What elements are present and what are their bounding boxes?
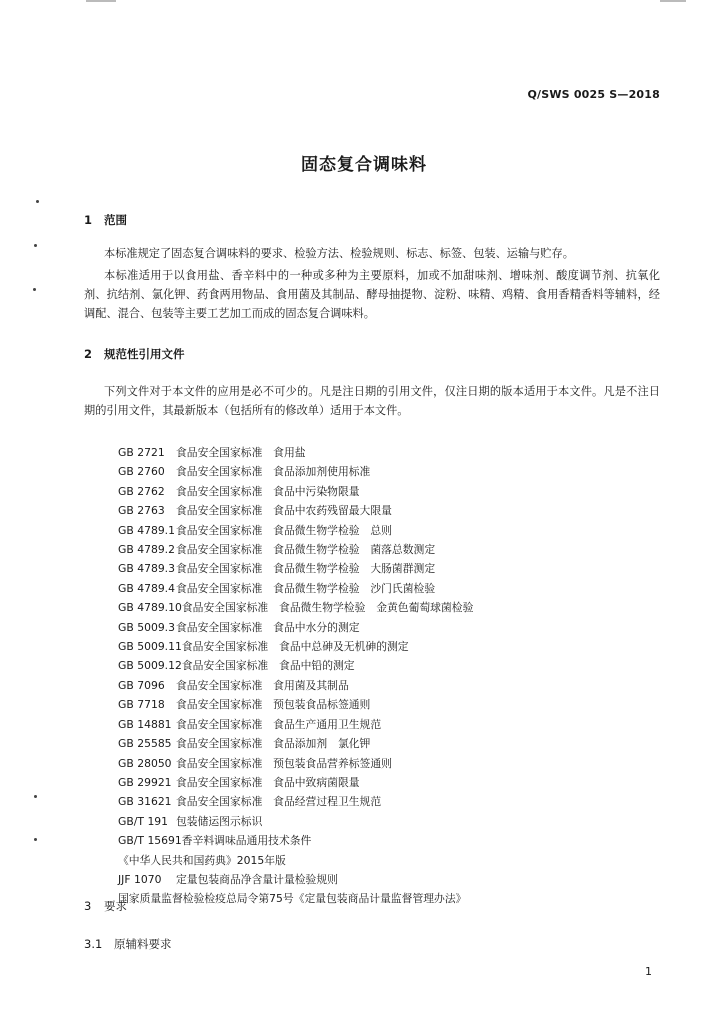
reference-code: GB 5009.11 [118,640,182,654]
reference-code: GB 4789.1 [118,523,175,537]
reference-code: GB 2763 [118,504,165,518]
reference-item [118,792,473,811]
reference-item [118,540,473,559]
section-title: 范围 [104,213,127,227]
reference-code: GB 5009.3 [118,620,175,634]
reference-code: GB 4789.10 [118,601,182,615]
reference-title: 食品安全国家标准 食品经营过程卫生规范 [176,795,382,809]
section-heading-normative [84,346,185,362]
reference-item [118,754,473,773]
reference-title: 食品安全国家标准 食用菌及其制品 [176,678,349,692]
reference-item [118,637,473,656]
section-title: 原辅料要求 [114,937,172,951]
reference-item [118,656,473,675]
reference-title: 食品安全国家标准 预包装食品标签通则 [176,698,371,712]
reference-title: 香辛料调味品通用技术条件 [181,834,312,848]
scan-speck [34,244,37,247]
reference-item [118,870,473,889]
scan-speck [34,795,37,798]
reference-item [118,831,473,850]
section-heading-raw-materials [84,936,172,952]
reference-title: 食品安全国家标准 食品添加剂 氯化钾 [176,737,371,751]
reference-item [118,676,473,695]
scan-edge-line [660,0,686,2]
reference-title: 食品安全国家标准 食品微生物学检验 总则 [176,523,392,537]
scope-paragraph-1: 本标准规定了固态复合调味料的要求、检验方法、检验规则、标志、标签、包装、运输与贮存。 [104,247,574,260]
reference-title: 食品安全国家标准 食品中致病菌限量 [176,775,360,789]
reference-code: GB/T 15691 [118,834,182,848]
reference-item [118,462,473,481]
section-number: 2 [84,347,93,361]
reference-code: GB 28050 [118,756,172,770]
reference-title: 《中华人民共和国药典》2015年版 [118,853,286,867]
reference-code: GB 14881 [118,717,172,731]
section-number: 3 [84,899,92,913]
scan-speck [33,288,36,291]
reference-code: GB/T 191 [118,814,169,828]
reference-title: 食品安全国家标准 食品微生物学检验 菌落总数测定 [176,543,436,557]
normative-intro: 下列文件对于本文件的应用是必不可少的。凡是注日期的引用文件，仅注日期的版本适用于本文件。凡是不注日期的引用文件，其最新版本（包括所有的修改单）适用于本文件。 [84,385,660,417]
reference-title: 国家质量监督检验检疫总局令第75号《定量包装商品计量监督管理办法》 [118,892,467,906]
reference-title: 食品安全国家标准 食品添加剂使用标准 [176,465,371,479]
reference-item [118,559,473,578]
standard-number: Q/SWS 0025 S—2018 [527,88,660,101]
reference-item [118,618,473,637]
reference-code: GB 4789.2 [118,543,175,557]
reference-item [118,695,473,714]
reference-code: GB 4789.3 [118,562,175,576]
reference-title: 食品安全国家标准 食用盐 [176,446,306,459]
reference-item [118,443,473,462]
reference-title: 食品安全国家标准 食品中水分的测定 [176,620,360,634]
reference-item [118,482,473,501]
scan-speck [34,838,37,841]
reference-item [118,851,473,870]
reference-title: 食品安全国家标准 食品中污染物限量 [176,484,360,498]
reference-title: 食品安全国家标准 食品微生物学检验 大肠菌群测定 [176,562,436,576]
reference-title: 食品安全国家标准 食品微生物学检验 金黄色葡萄球菌检验 [181,601,474,615]
reference-title: 食品安全国家标准 预包装食品营养标签通则 [176,756,392,770]
reference-title: 食品安全国家标准 食品生产通用卫生规范 [176,717,382,731]
reference-code: GB 31621 [118,795,172,809]
reference-code: GB 4789.4 [118,581,175,595]
reference-title: 包装储运图示标识 [176,814,263,828]
document-title: 固态复合调味料 [301,155,427,175]
reference-title: 食品安全国家标准 食品微生物学检验 沙门氏菌检验 [176,581,436,595]
section-number: 1 [84,213,93,227]
reference-title: 食品安全国家标准 食品中铅的测定 [181,659,355,673]
reference-item [118,812,473,831]
scope-paragraph-2: 本标准适用于以食用盐、香辛料中的一种或多种为主要原料，加或不加甜味剂、增味剂、酸度调节剂、抗氧化剂、抗结剂、氯化钾、药食两用物品、食用菌及其制品、酵母抽提物、淀粉、味精、鸡精、食用香精香料等辅料，经调配、混合、包装等主要工艺加工而成的固态复合调味料。 [84,269,660,320]
page-number: 1 [645,965,652,978]
section-title: 要求 [104,899,127,913]
reference-item [118,579,473,598]
reference-item [118,889,473,908]
reference-code: GB 2721 [118,446,165,459]
reference-code: GB 7096 [118,678,165,692]
reference-item [118,734,473,753]
reference-code: GB 7718 [118,698,165,712]
reference-title: 食品安全国家标准 食品中总砷及无机砷的测定 [181,640,409,654]
reference-item [118,773,473,792]
reference-item [118,598,473,617]
section-heading-scope [84,212,127,228]
reference-title: 定量包装商品净含量计量检验规则 [176,872,338,886]
scan-edge-line [86,0,116,2]
reference-item [118,501,473,520]
reference-code: GB 2760 [118,465,165,479]
reference-title: 食品安全国家标准 食品中农药残留最大限量 [176,504,392,518]
reference-code: GB 2762 [118,484,165,498]
reference-code: GB 29921 [118,775,172,789]
reference-item [118,715,473,734]
reference-item [118,521,473,540]
section-heading-requirements [84,898,127,914]
reference-list [118,443,473,909]
scan-speck [36,200,39,203]
section-title: 规范性引用文件 [104,347,185,361]
section-number: 3.1 [84,937,103,951]
reference-code: GB 5009.12 [118,659,182,673]
reference-code: JJF 1070 [118,872,162,886]
reference-code: GB 25585 [118,737,172,751]
